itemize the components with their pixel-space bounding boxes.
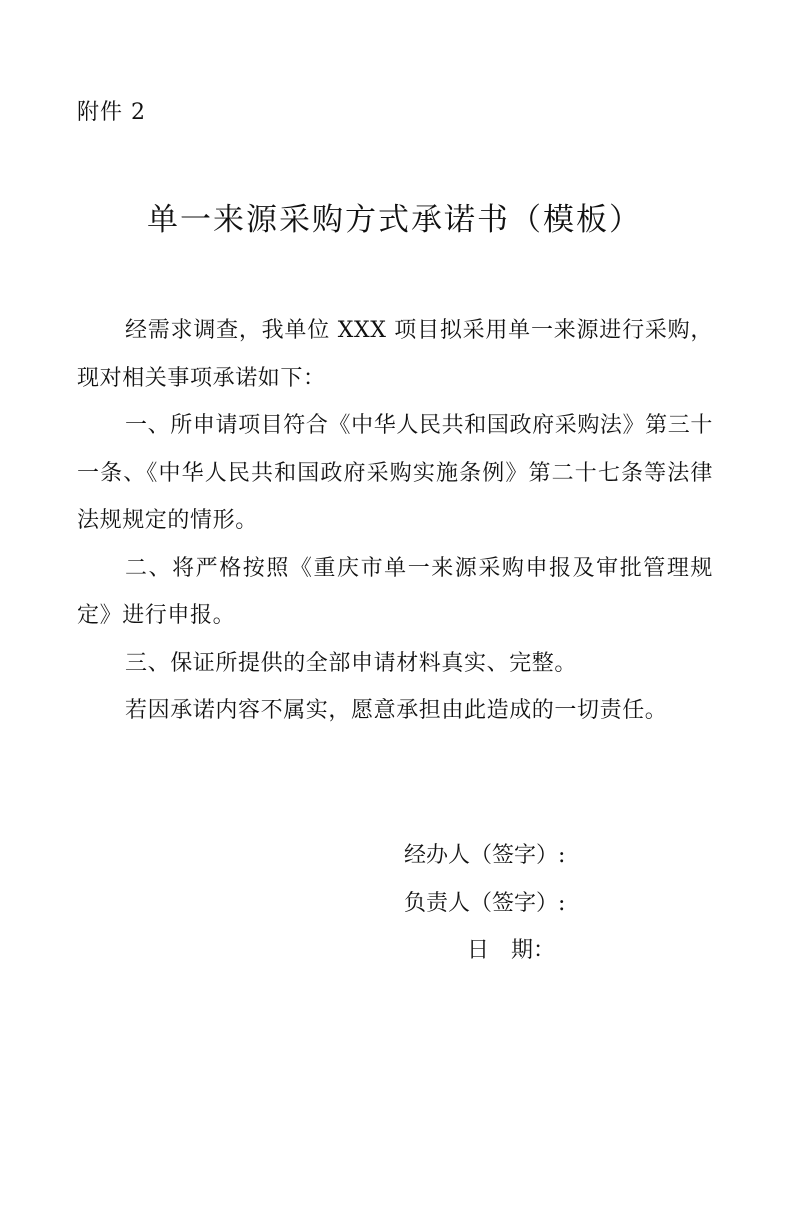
date-label: 日 期： — [467, 938, 556, 963]
responsible-signature-label: 负责人（签字）: — [404, 890, 566, 916]
commitment-item-1: 一、所申请项目符合《中华人民共和国政府采购法》第三十一条、《中华人民共和国政府采购实施条例》第二十七条等法律法规规定的情形。 — [77, 413, 713, 533]
commitment-item-3: 三、保证所提供的全部申请材料真实、完整。 — [125, 650, 578, 676]
intro-paragraph: 经需求调查，我单位 XXX 项目拟采用单一来源进行采购，现对相关事项承诺如下： — [77, 318, 713, 391]
responsibility-statement: 若因承诺内容不属实，愿意承担由此造成的一切责任。 — [125, 698, 668, 723]
document-body — [77, 307, 713, 735]
attachment-label: 附件 2 — [77, 100, 146, 125]
handler-signature-label: 经办人（签字）: — [404, 843, 566, 868]
signature-block — [404, 832, 565, 975]
commitment-item-2: 二、将严格按照《重庆市单一来源采购申报及审批管理规定》进行申报。 — [77, 555, 713, 628]
document-title: 单一来源采购方式承诺书（模板） — [147, 202, 642, 238]
